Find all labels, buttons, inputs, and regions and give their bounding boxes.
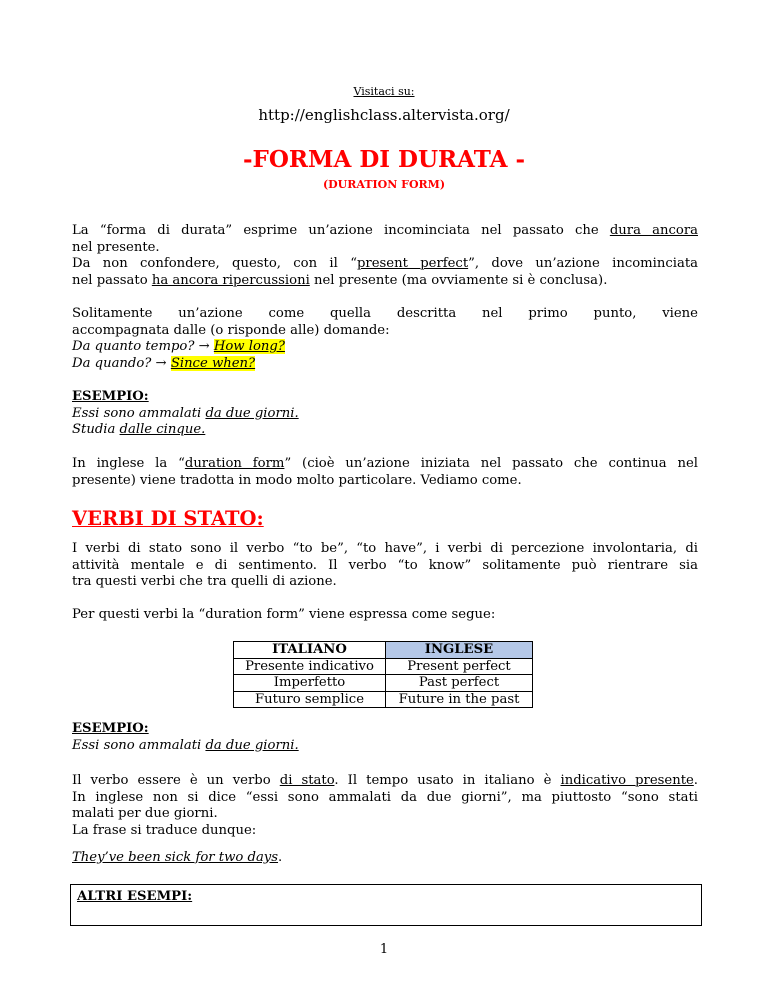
table-header-cell: INGLESE [386,642,533,659]
stato-intro-table: Per questi verbi la “duration form” viene espressa come segue: [72,607,496,622]
explain-line-3: malati per due giorni. [72,806,218,821]
table-header-cell: ITALIANO [234,642,386,659]
table-cell: Presente indicativo [234,658,386,675]
stato-line-2: attività mentale e di sentimento. Il verbo “to know” solitamente può rientrare sia [72,557,698,573]
altri-esempi-label: ALTRI ESEMPI: [77,889,193,904]
example-text: Essi sono ammalati [72,737,206,753]
table-cell: Past perfect [386,675,533,692]
question-english-highlight: How long? [213,339,285,354]
translation-line [72,850,698,867]
explain-line-4: La frase si traduce dunque: [72,822,257,838]
table-cell: Imperfetto [234,675,386,692]
section-heading-verbi-di-stato: VERBI DI STATO: [72,507,264,530]
intro-underline-ripercussioni: ha ancora ripercussioni [151,272,310,288]
question-english-highlight: Since when? [170,355,256,371]
question-italian: Da quanto tempo? → [72,339,214,354]
intro-underline-present-perfect: present perfect [356,256,469,271]
page-title: -FORMA DI DURATA - [242,146,525,173]
explain-line-2: In inglese non si dice “essi sono ammalati da due giorni”, ma piuttosto “sono stati [72,789,698,805]
question-how-long [72,339,698,356]
question-italian: Da quando? → [72,355,171,371]
intro-text: ”, dove un’azione incominciata [468,256,699,271]
intro-line-3 [72,256,698,273]
explain-line-1 [72,773,698,790]
example-underline: dalle cinque. [119,422,206,437]
example-underline: da due giorni. [205,405,299,421]
duration-text: In inglese la “ [72,456,185,471]
tense-table [233,641,533,708]
duration-line-1 [72,456,698,473]
intro-text: Da non confondere, questo, con il “ [72,256,357,271]
table-row [234,691,533,708]
example-text: Studia [72,422,120,437]
explain-text: Il verbo essere è un verbo [72,773,280,788]
table-header-row [234,642,533,659]
table-row [234,658,533,675]
page-number: 1 [379,942,389,957]
example-1 [72,389,698,439]
intro-line-4 [72,273,698,290]
table-cell: Future in the past [386,691,533,708]
site-url[interactable]: http://englishclass.altervista.org/ [258,106,510,124]
example-label: ESEMPIO: [72,389,149,404]
altri-esempi-box [70,884,702,926]
table-row [234,675,533,692]
stato-line-3: tra questi verbi che tra quelli di azione. [72,574,337,589]
explain-text: . Il tempo usato in italiano è [334,773,561,788]
explain-underline: di stato [279,773,335,788]
intro-text: La “forma di durata” esprime un’azione incominciata nel passato che [72,223,610,238]
example-text: Essi sono ammalati [72,405,206,421]
example-line-1 [72,738,698,755]
explain-text: . [693,773,698,788]
page-subtitle: (DURATION FORM) [322,178,446,191]
duration-underline: duration form [184,456,285,471]
duration-text: ” (cioè un’azione iniziata nel passato che continua nel [284,456,699,471]
questions-line-1: Solitamente un’azione come quella descritta nel primo punto, viene [72,306,698,321]
example-2 [72,721,698,754]
example-label: ESEMPIO: [72,721,149,736]
intro-text: nel passato [72,272,152,288]
table-cell: Futuro semplice [234,691,386,708]
explain-paragraph [72,773,698,839]
explain-underline: indicativo presente [560,773,694,788]
questions-line-2: accompagnata dalle (o risponde alle) domande: [72,322,390,338]
visit-label: Visitaci su: [353,85,415,98]
intro-line-1 [72,223,698,240]
table-cell: Present perfect [386,658,533,675]
stato-line-1: I verbi di stato sono il verbo “to be”, “to have”, i verbi di percezione involontaria, di [72,541,698,556]
duration-line-2: presente) viene tradotta in modo molto particolare. Vediamo come. [72,472,522,488]
intro-line-2: nel presente. [72,239,160,255]
questions-paragraph [72,306,698,372]
intro-underline-dura: dura ancora [609,223,698,238]
intro-text: nel presente (ma ovviamente si è conclusa). [309,272,608,288]
example-underline: da due giorni. [205,737,299,753]
translation-period: . [278,850,283,865]
stato-paragraph [72,541,698,591]
question-since-when [72,356,698,373]
translation-text: They’ve been sick for two days [72,850,279,865]
example-line-1 [72,406,698,423]
duration-paragraph [72,456,698,489]
example-line-2 [72,422,698,439]
intro-paragraph [72,223,698,289]
